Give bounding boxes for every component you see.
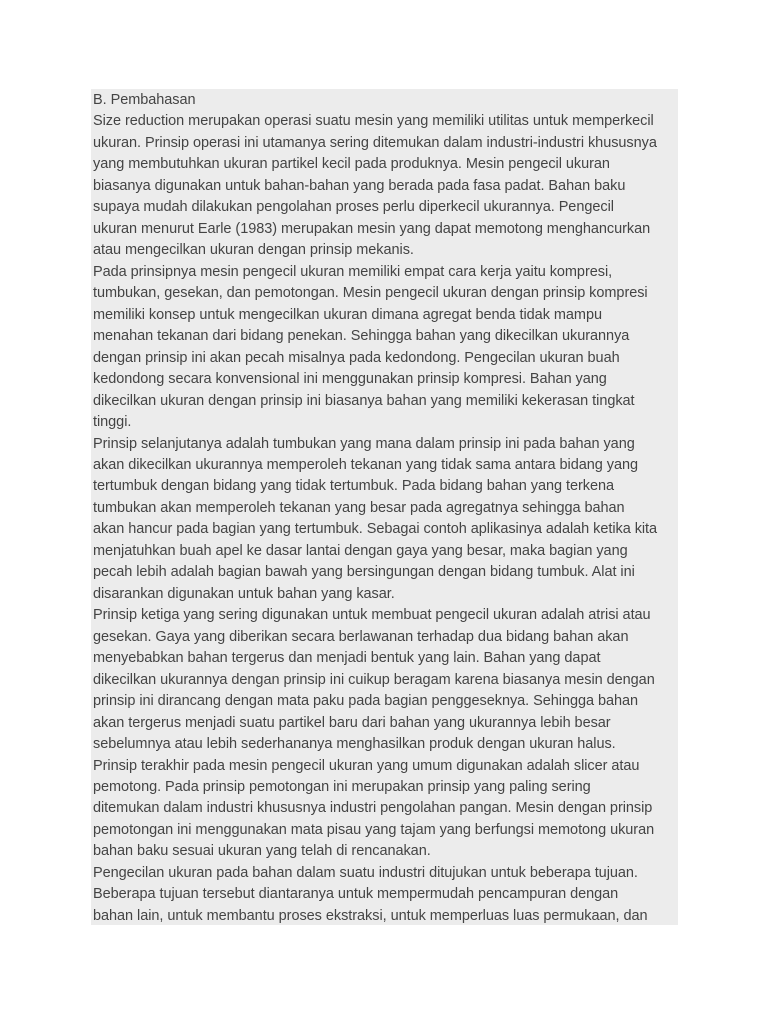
text-line: menjatuhkan buah apel ke dasar lantai dengan gaya yang besar, maka bagian yang [93, 542, 628, 559]
text-line: ditemukan dalam industri khususnya industri pengolahan pangan. Mesin dengan prinsip [93, 800, 653, 817]
text-line: Beberapa tujuan tersebut diantaranya untuk mempermudah pencampuran dengan [93, 886, 619, 903]
text-line: gesekan. Gaya yang diberikan secara berlawanan terhadap dua bidang bahan akan [93, 628, 629, 645]
section-heading: B. Pembahasan [93, 92, 196, 108]
text-line: Size reduction merupakan operasi suatu mesin yang memiliki utilitas untuk memperkecil [93, 113, 654, 130]
text-line: sebelumnya atau lebih sederhananya menghasilkan produk dengan ukuran halus. [93, 736, 616, 753]
text-line: disarankan digunakan untuk bahan yang kasar. [93, 585, 395, 602]
text-line: menyebabkan bahan tergerus dan menjadi bentuk yang lain. Bahan yang dapat [93, 650, 601, 667]
text-line: menahan tekanan dari bidang penekan. Sehingga bahan yang dikecilkan ukurannya [93, 328, 630, 345]
text-line: bahan lain, untuk membantu proses ekstraksi, untuk memperluas luas permukaan, dan [93, 907, 648, 924]
text-line: akan tergerus menjadi suatu partikel baru dari bahan yang ukurannya lebih besar [93, 714, 611, 731]
text-line: Prinsip selanjutanya adalah tumbukan yang mana dalam prinsip ini pada bahan yang [93, 435, 635, 452]
text-line: pemotong. Pada prinsip pemotongan ini merupakan prinsip yang paling sering [93, 779, 591, 795]
text-line: akan hancur pada bagian yang tertumbuk. Sebagai contoh aplikasinya adalah ketika kita [93, 521, 658, 538]
text-line: dikecilkan ukurannya dengan prinsip ini cuikup beragam karena biasanya mesin dengan [93, 671, 655, 688]
text-line: tumbukan akan memperoleh tekanan yang besar pada agregatnya sehingga bahan [93, 499, 625, 516]
text-line: Prinsip terakhir pada mesin pengecil ukuran yang umum digunakan adalah slicer atau [93, 757, 640, 774]
text-line: ukuran. Prinsip operasi ini utamanya sering ditemukan dalam industri-industri khususnya [93, 134, 657, 151]
text-line: ukuran menurut Earle (1983) merupakan mesin yang dapat memotong menghancurkan [93, 220, 651, 237]
text-line: atau mengecilkan ukuran dengan prinsip mekanis. [93, 242, 414, 259]
text-lines [91, 89, 678, 925]
text-line: yang membutuhkan ukuran partikel kecil pada produknya. Mesin pengecil ukuran [93, 156, 610, 173]
text-line: pemotongan ini menggunakan mata pisau yang tajam yang berfungsi memotong ukuran [93, 821, 655, 838]
document-text-block [91, 89, 678, 925]
text-line: dikecilkan ukuran dengan prinsip ini biasanya bahan yang memiliki kekerasan tingkat [93, 392, 635, 409]
text-line: memiliki konsep untuk mengecilkan ukuran dimana agregat benda tidak mampu [93, 306, 602, 323]
text-line: prinsip ini dirancang dengan mata paku pada bagian penggeseknya. Sehingga bahan [93, 693, 639, 710]
text-line: biasanya digunakan untuk bahan-bahan yang berada pada fasa padat. Bahan baku [93, 177, 626, 194]
text-line: akan dikecilkan ukurannya memperoleh tekanan yang tidak sama antara bidang yang [93, 456, 638, 473]
text-line: kedondong secara konvensional ini menggunakan prinsip kompresi. Bahan yang [93, 371, 607, 388]
text-line: tertumbuk dengan bidang yang tidak tertumbuk. Pada bidang bahan yang terkena [93, 478, 614, 495]
text-line: tumbukan, gesekan, dan pemotongan. Mesin pengecil ukuran dengan prinsip kompresi [93, 285, 648, 302]
text-line: tinggi. [93, 414, 132, 431]
text-line: Pengecilan ukuran pada bahan dalam suatu industri ditujukan untuk beberapa tujuan. [93, 864, 638, 881]
text-line: Pada prinsipnya mesin pengecil ukuran memiliki empat cara kerja yaitu kompresi, [93, 263, 613, 280]
text-line: Prinsip ketiga yang sering digunakan untuk membuat pengecil ukuran adalah atrisi atau [93, 607, 651, 624]
text-line: pecah lebih adalah bagian bawah yang bersingungan dengan bidang tumbuk. Alat ini [93, 564, 635, 581]
text-line: dengan prinsip ini akan pecah misalnya pada kedondong. Pengecilan ukuran buah [93, 349, 620, 366]
text-line: supaya mudah dilakukan pengolahan proses perlu diperkecil ukurannya. Pengecil [93, 199, 614, 216]
text-line: bahan baku sesuai ukuran yang telah di rencanakan. [93, 843, 431, 860]
